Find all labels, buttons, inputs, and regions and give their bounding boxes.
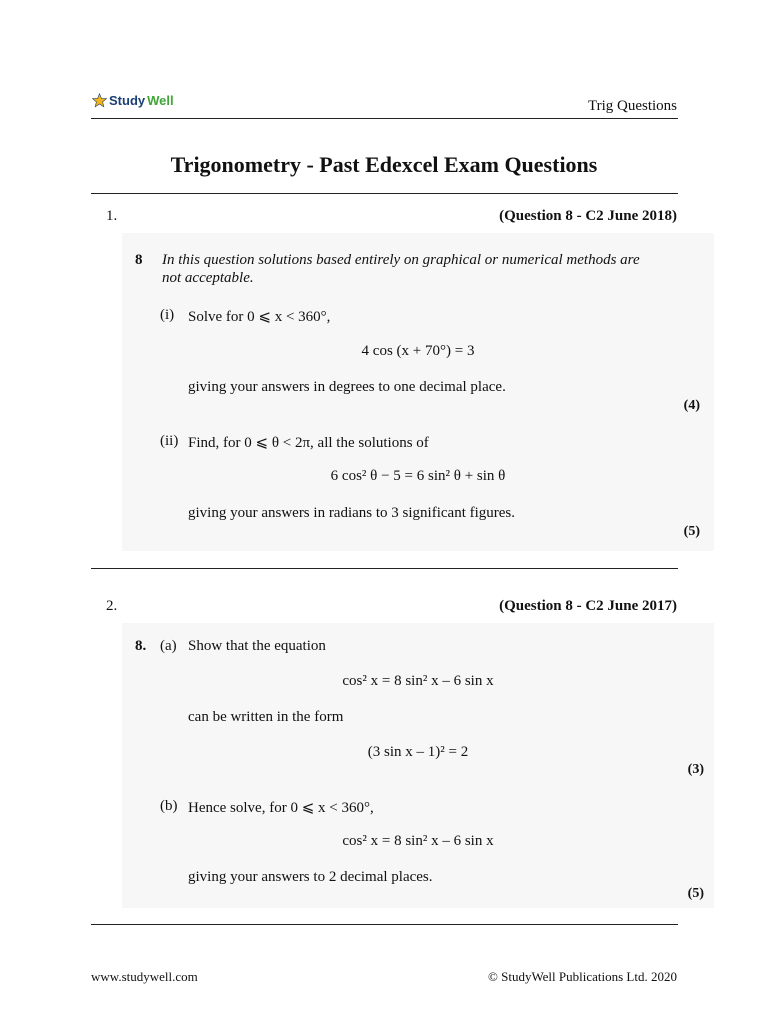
question-2-reference: (Question 8 - C2 June 2017) — [499, 598, 677, 614]
question-1-intro-line1: In this question solutions based entirely on graphical or numerical methods are — [162, 252, 640, 268]
question-2-part-b-text: Hence solve, for 0 ⩽ x < 360°, — [188, 800, 374, 816]
question-2-rule — [91, 924, 678, 925]
page-title: Trigonometry - Past Edexcel Exam Questions — [170, 152, 598, 177]
logo-word-study: Study — [109, 93, 146, 108]
question-1-intro-line2: not acceptable. — [162, 270, 254, 286]
question-1-part-i-equation: 4 cos (x + 70°) = 3 — [361, 343, 475, 359]
question-2-part-a-after: can be written in the form — [188, 709, 344, 725]
title-rule — [91, 193, 678, 194]
question-1-reference: (Question 8 - C2 June 2018) — [499, 208, 677, 224]
question-2-part-a-marks: (3) — [687, 762, 704, 777]
question-2-part-a-equation2: (3 sin x – 1)² = 2 — [367, 744, 469, 760]
question-1-part-ii-equation: 6 cos² θ − 5 = 6 sin² θ + sin θ — [330, 468, 506, 484]
question-2-part-b-equation: cos² x = 8 sin² x – 6 sin x — [342, 833, 494, 849]
question-1-part-i-label: (i) — [160, 307, 175, 323]
question-1-panel — [122, 233, 714, 551]
logo-word-well: Well — [147, 93, 174, 108]
question-1-part-ii-after: giving your answers in radians to 3 significant figures. — [188, 505, 516, 521]
question-1-part-ii-marks: (5) — [683, 524, 700, 539]
question-2-part-b-after: giving your answers to 2 decimal places. — [188, 869, 433, 885]
question-2-part-b-label: (b) — [160, 798, 178, 814]
question-1-part-ii-label: (ii) — [160, 433, 179, 449]
footer-copyright: © StudyWell Publications Ltd. 2020 — [487, 969, 677, 984]
question-1-number: 1. — [106, 208, 118, 224]
question-2-part-a-equation: cos² x = 8 sin² x – 6 sin x — [342, 673, 494, 689]
question-1-part-i-text: Solve for 0 ⩽ x < 360°, — [188, 309, 331, 325]
studywell-logo — [92, 93, 174, 108]
question-1-rule — [91, 568, 678, 569]
question-1-part-ii-text: Find, for 0 ⩽ θ < 2π, all the solutions of — [188, 435, 429, 451]
header-section-title: Trig Questions — [587, 98, 677, 114]
question-2-part-b-marks: (5) — [687, 886, 704, 901]
question-2-part-a-text: Show that the equation — [188, 638, 326, 654]
question-2-number: 2. — [106, 598, 118, 614]
footer-website-link[interactable]: www.studywell.com — [91, 969, 198, 984]
header-rule — [91, 118, 678, 119]
question-2-part-a-label: (a) — [160, 638, 177, 654]
question-1-part-i-marks: (4) — [683, 398, 700, 413]
question-1-item-number: 8 — [135, 252, 143, 268]
question-2-panel — [122, 623, 714, 908]
question-2-item-number: 8. — [135, 638, 147, 654]
star-icon — [92, 93, 107, 108]
question-1-part-i-after: giving your answers in degrees to one decimal place. — [188, 379, 506, 395]
